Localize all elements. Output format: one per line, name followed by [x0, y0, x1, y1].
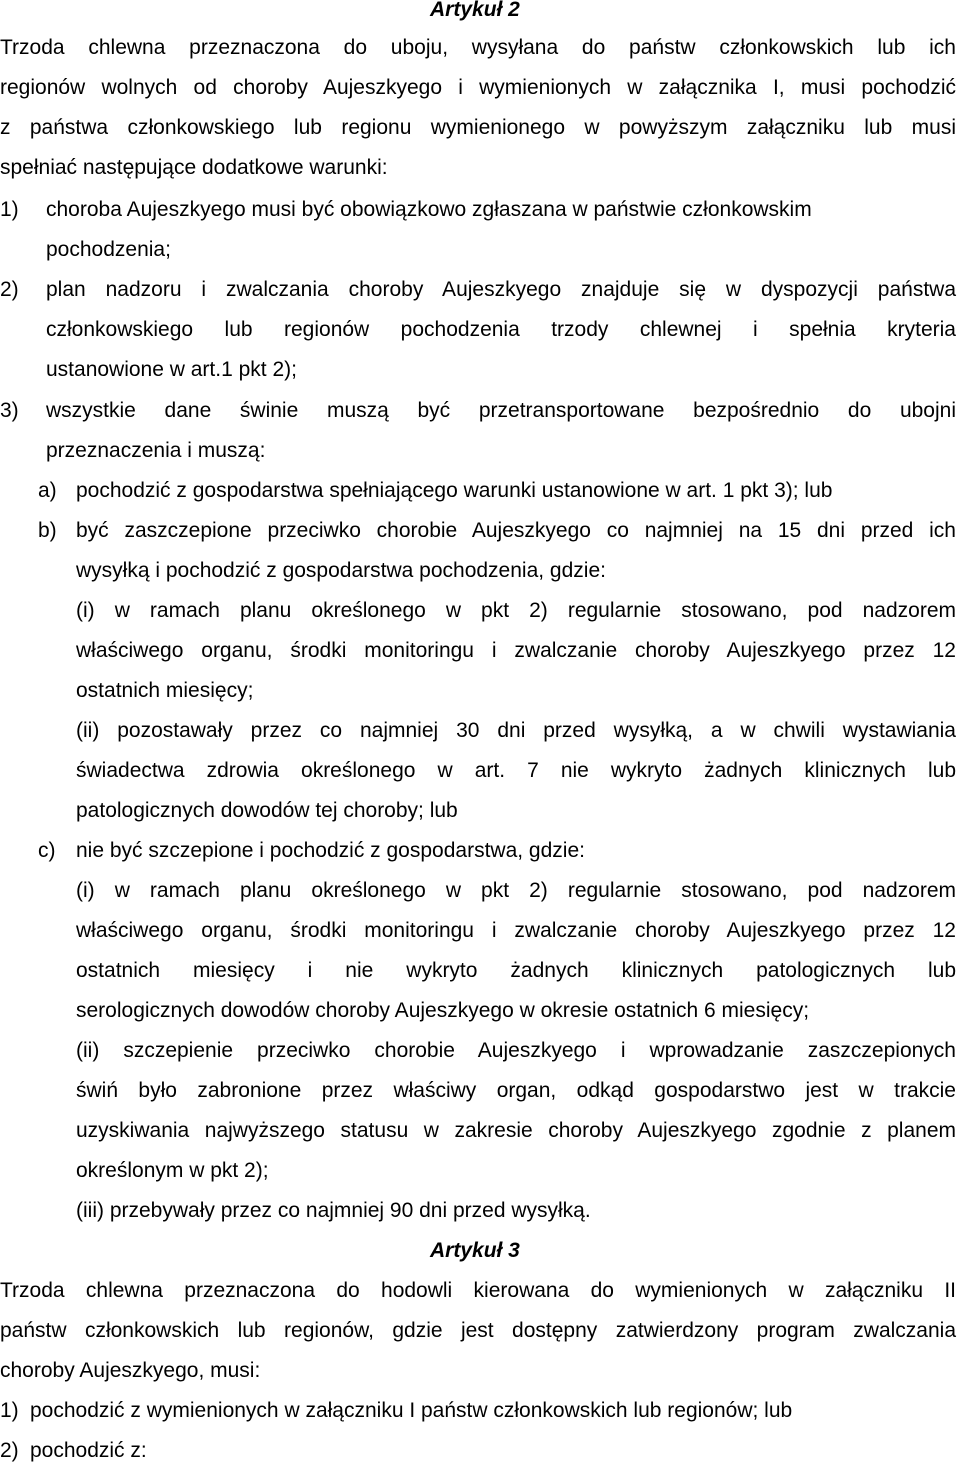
sublist-item-line: (ii) szczepienie przeciwko chorobie Aujeszkyego i wprowadzanie zaszczepionych: [76, 1039, 956, 1062]
article-3-intro-line: choroby Aujeszkyego, musi:: [0, 1359, 261, 1382]
sublist-item-line: (i) w ramach planu określonego w pkt 2) regularnie stosowano, pod nadzorem: [76, 879, 956, 902]
article-2-intro-line: z państwa członkowskiego lub regionu wymienionego w powyższym załączniku lub musi: [0, 116, 956, 139]
article-2-intro-line: spełniać następujące dodatkowe warunki:: [0, 156, 388, 179]
sublist-item-line: właściwego organu, środki monitoringu i zwalczanie choroby Aujeszkyego przez 12: [76, 639, 956, 662]
article-3-heading: Artykuł 3: [430, 1239, 520, 1262]
list-item-line: członkowskiego lub regionów pochodzenia trzody chlewnej i spełnia kryteria: [46, 318, 956, 341]
sublist-item-line: określonym w pkt 2);: [76, 1159, 269, 1182]
sublist-item-line: patologicznych dowodów tej choroby; lub: [76, 799, 458, 822]
sublist-item-line: być zaszczepione przeciwko chorobie Aujeszkyego co najmniej na 15 dni przed ich: [76, 519, 956, 542]
list-item-line: ustanowione w art.1 pkt 2);: [46, 358, 297, 381]
list-item-line: plan nadzoru i zwalczania choroby Aujeszkyego znajduje się w dyspozycji państwa: [46, 278, 956, 301]
list-marker: 2): [0, 278, 19, 301]
sublist-item-line: nie być szczepione i pochodzić z gospodarstwa, gdzie:: [76, 839, 585, 862]
sublist-item-line: uzyskiwania najwyższego statusu w zakresie choroby Aujeszkyego zgodnie z planem: [76, 1119, 956, 1142]
list-item-line: wszystkie dane świnie muszą być przetransportowane bezpośrednio do ubojni: [46, 399, 956, 422]
article-3-intro-line: Trzoda chlewna przeznaczona do hodowli kierowana do wymienionych w załączniku II: [0, 1279, 956, 1302]
article-2-heading: Artykuł 2: [430, 0, 520, 21]
list-item-line: pochodzenia;: [46, 238, 171, 261]
sublist-item-line: pochodzić z gospodarstwa spełniającego warunki ustanowione w art. 1 pkt 3); lub: [76, 479, 833, 502]
article-2-intro-line: regionów wolnych od choroby Aujeszkyego i wymienionych w załącznika I, musi pochodzić: [0, 76, 956, 99]
sublist-item-line: (i) w ramach planu określonego w pkt 2) regularnie stosowano, pod nadzorem: [76, 599, 956, 622]
list-marker: 1): [0, 1399, 19, 1422]
sublist-marker: b): [38, 519, 57, 542]
sublist-item-line: wysyłką i pochodzić z gospodarstwa pochodzenia, gdzie:: [76, 559, 606, 582]
list-item-line: pochodzić z wymienionych w załączniku I państw członkowskich lub regionów; lub: [30, 1399, 793, 1422]
sublist-marker: a): [38, 479, 57, 502]
list-item-line: przeznaczenia i muszą:: [46, 439, 266, 462]
sublist-item-line: ostatnich miesięcy;: [76, 679, 254, 702]
sublist-item-line: ostatnich miesięcy i nie wykryto żadnych klinicznych patologicznych lub: [76, 959, 956, 982]
sublist-item-line: (ii) pozostawały przez co najmniej 30 dni przed wysyłką, a w chwili wystawiania: [76, 719, 956, 742]
sublist-item-line: (iii) przebywały przez co najmniej 90 dni przed wysyłką.: [76, 1199, 591, 1222]
sublist-item-line: świń było zabronione przez właściwy organ, odkąd gospodarstwo jest w trakcie: [76, 1079, 956, 1102]
list-item-line: choroba Aujeszkyego musi być obowiązkowo zgłaszana w państwie członkowskim: [46, 198, 812, 221]
sublist-item-line: właściwego organu, środki monitoringu i zwalczanie choroby Aujeszkyego przez 12: [76, 919, 956, 942]
article-2-intro-line: Trzoda chlewna przeznaczona do uboju, wysyłana do państw członkowskich lub ich: [0, 36, 956, 59]
sublist-item-line: serologicznych dowodów choroby Aujeszkyego w okresie ostatnich 6 miesięcy;: [76, 999, 810, 1022]
sublist-marker: c): [38, 839, 56, 862]
list-marker: 2): [0, 1439, 19, 1462]
article-3-intro-line: państw członkowskich lub regionów, gdzie jest dostępny zatwierdzony program zwalczania: [0, 1319, 956, 1342]
list-marker: 1): [0, 198, 19, 221]
sublist-item-line: świadectwa zdrowia określonego w art. 7 nie wykryto żadnych klinicznych lub: [76, 759, 956, 782]
list-marker: 3): [0, 399, 19, 422]
list-item-line: pochodzić z:: [30, 1439, 147, 1462]
